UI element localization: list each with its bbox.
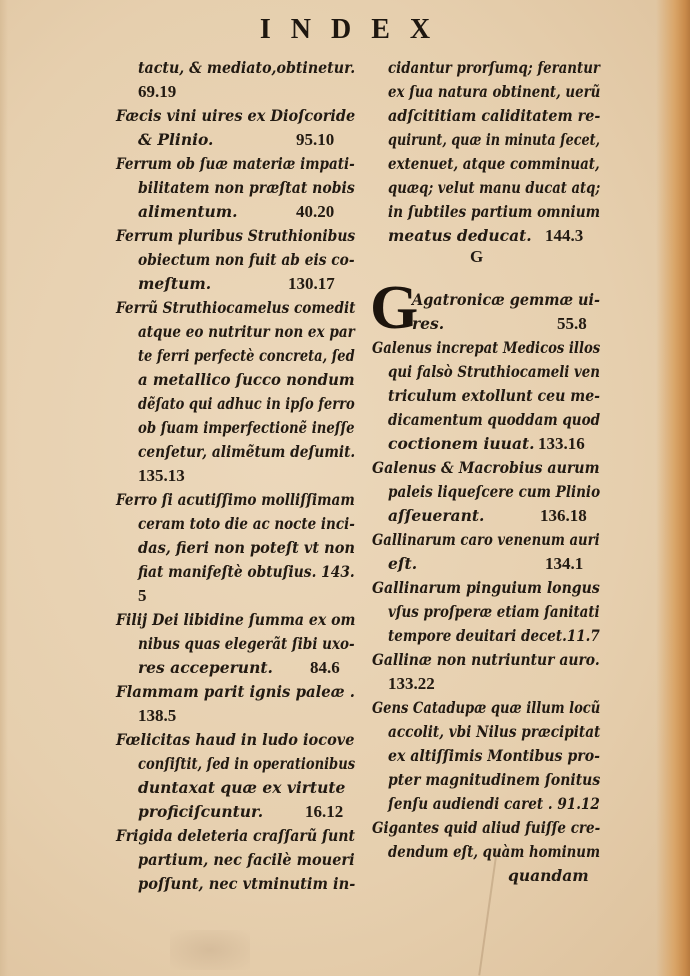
index-line: nibus quas elegerãt ſibi uxo-	[138, 634, 355, 653]
index-entry: Agatronicæ gemmæ ui-	[412, 290, 601, 309]
index-line: ſenſu audiendi caret . 91.12	[388, 794, 600, 813]
page-ref: 144.3	[545, 226, 584, 245]
index-line: proficiſcuntur.	[138, 802, 264, 821]
index-line: duntaxat quæ ex virtute	[138, 778, 346, 797]
index-line: quæq; velut manu ducat atq;	[388, 178, 601, 197]
page-ref: 130.17	[288, 274, 335, 293]
index-line: pter magnitudinem ſonitus	[388, 770, 601, 789]
index-line: meatus deducat.	[388, 226, 532, 245]
index-line: extenuet, atque comminuat,	[388, 154, 600, 173]
page-ref: 16.12	[305, 802, 344, 821]
index-entry: Fœlicitas haud in ludo iocove	[116, 730, 355, 749]
page-left-edge	[0, 0, 8, 976]
index-line: ex ſua natura obtinent, uerũ	[388, 82, 601, 101]
index-line: obiectum non fuit ab eis co-	[138, 250, 355, 269]
index-line: poſſunt, nec vtminutim in-	[138, 874, 356, 893]
index-line: atque eo nutritur non ex par	[138, 322, 355, 341]
index-line: & Plinio.	[138, 130, 214, 149]
index-entry: Ferrum pluribus Struthionibus	[116, 226, 356, 245]
index-entry: Filij Dei libidine ſumma ex om	[116, 610, 356, 629]
index-entry: Gigantes quid aliud fuiſſe cre-	[372, 818, 601, 837]
index-line: meſtum.	[138, 274, 212, 293]
index-entry: Frigida deleteria craſſarũ ſunt	[116, 826, 356, 845]
index-line: qui falsò Struthiocameli ven	[388, 362, 601, 381]
index-line: bilitatem non præſtat nobis	[138, 178, 355, 197]
index-entry: Galenus increpat Medicos illos	[372, 338, 601, 357]
index-line: vſus proſperæ etiam ſanitati	[388, 602, 600, 621]
index-line: in ſubtiles partium omnium	[388, 202, 601, 221]
page-ref: 5	[138, 586, 147, 605]
index-line: cenſetur, alimẽtum deſumit.	[138, 442, 356, 461]
index-line: tactu, & mediato,obtinetur.	[138, 58, 356, 77]
page-right-edge	[656, 0, 690, 976]
index-line: ex altiſſimis Montibus pro-	[388, 746, 600, 765]
index-line: quirunt, quæ in minuta ſecet,	[388, 130, 600, 149]
index-line: cidantur prorſumq; ferantur	[388, 58, 600, 77]
index-line: aſſeuerant.	[388, 506, 485, 525]
page-ref: 135.13	[138, 466, 185, 485]
index-line: eſt.	[388, 554, 418, 573]
page-ref: 134.1	[545, 554, 584, 573]
index-line: adſcititiam caliditatem re-	[388, 106, 601, 125]
index-entry: Gallinæ non nutriuntur auro.	[372, 650, 600, 669]
index-line: tempore deuitari decet.11.7	[388, 626, 600, 645]
index-entry: Ferro ſi acutiſſimo molliſſimam	[116, 490, 355, 509]
index-line: ob ſuam imperfectionẽ ineſſe	[138, 418, 355, 437]
index-line: partium, nec facilè moueri	[138, 850, 355, 869]
drop-cap: G	[370, 274, 419, 342]
index-line: dẽſato qui adhuc in ipſo ferro	[138, 394, 355, 413]
index-line: conſiſtit, ſed in operationibus	[138, 754, 356, 773]
index-entry: Ferrum ob ſuæ materiæ impati-	[116, 154, 355, 173]
page-ref: 136.18	[540, 506, 587, 525]
index-entry: Ferrũ Struthiocamelus comedit	[116, 298, 356, 317]
index-line: dendum eſt, quàm hominum	[388, 842, 601, 861]
section-letter-heading: G	[470, 247, 484, 266]
index-line: coctionem iuuat.	[388, 434, 535, 453]
index-line: alimentum.	[138, 202, 238, 221]
index-line: res acceperunt.	[138, 658, 273, 677]
page-ref: 138.5	[138, 706, 177, 725]
index-entry: Gallinarum pinguium longus	[372, 578, 600, 597]
page-header-title: INDEX	[259, 14, 451, 45]
page-ref: 133.22	[388, 674, 435, 693]
index-line: accolit, vbi Nilus præcipitat	[388, 722, 601, 741]
page-ref: 40.20	[296, 202, 335, 221]
index-line: te ferri perfectè concreta, ſed	[138, 346, 355, 365]
index-entry: Fæcis vini uires ex Dioſcoride	[116, 106, 356, 125]
index-entry: Flammam parit ignis paleæ .	[116, 682, 355, 701]
page-ref: 55.8	[557, 314, 587, 333]
paper-crease	[478, 850, 498, 975]
index-line: quandam	[508, 866, 589, 885]
index-line: dicamentum quoddam quod	[388, 410, 601, 429]
index-line: fiat manifeſtè obtuſius. 143.	[138, 562, 355, 581]
page-ref: 133.16	[538, 434, 585, 453]
page-ref: 84.6	[310, 658, 340, 677]
page-ref: 69.19	[138, 82, 177, 101]
index-entry: Gens Catadupæ quæ illum locũ	[372, 698, 601, 717]
page-ref: 95.10	[296, 130, 335, 149]
index-line: paleis liqueſcere cum Plinio	[388, 482, 601, 501]
index-line: a metallico ſucco nondum	[138, 370, 355, 389]
index-line: ceram toto die ac nocte inci-	[138, 514, 355, 533]
index-entry: Gallinarum caro venenum auri	[372, 530, 600, 549]
index-entry: Galenus & Macrobius aurum	[372, 458, 600, 477]
index-line: das, fieri non poteſt vt non	[138, 538, 356, 557]
paper-stain	[170, 930, 250, 970]
index-line: res.	[412, 314, 445, 333]
index-line: triculum extollunt ceu me-	[388, 386, 601, 405]
